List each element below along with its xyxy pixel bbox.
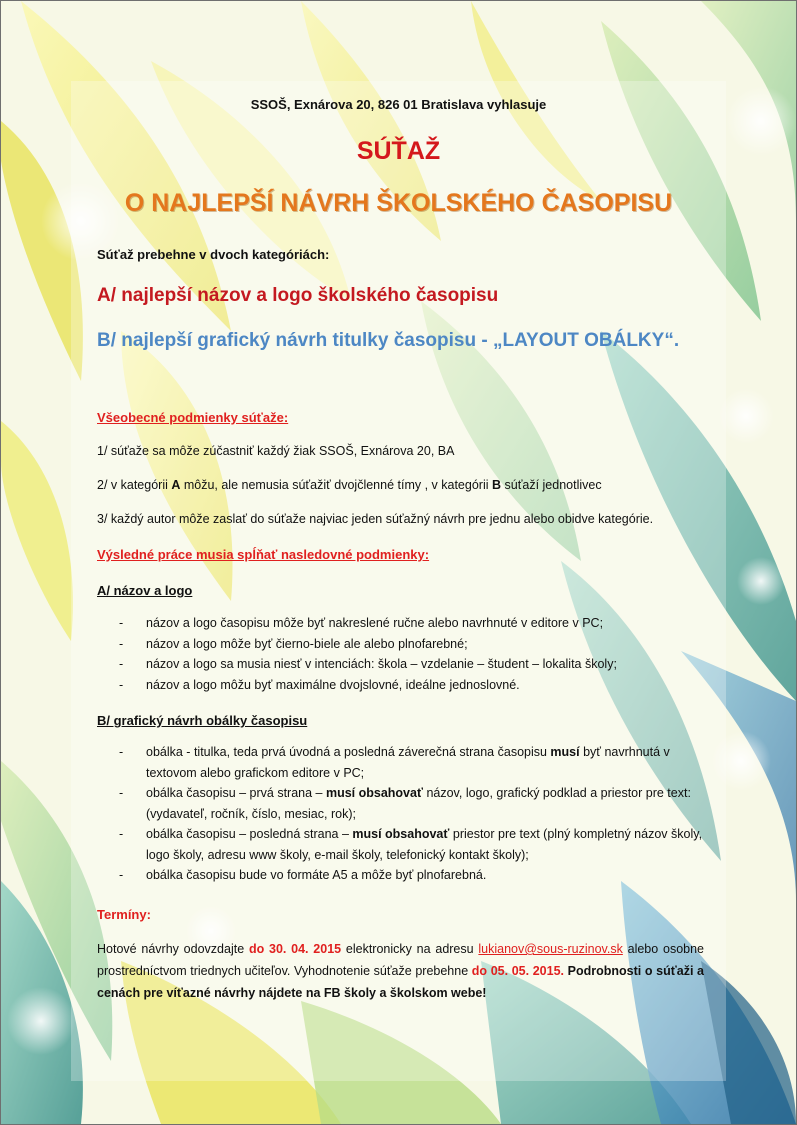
terms-heading: Termíny: (97, 907, 151, 922)
list-item: - obálka - titulka, teda prvá úvodná a posledná záverečná strana časopisu musí byť navrhnutá v textovom alebo grafickom editore v PC; (119, 742, 709, 783)
list-item: - obálka časopisu bude vo formáte A5 a môže byť plnofarebná. (119, 865, 709, 886)
section-a-list (119, 613, 709, 695)
rule-3: 3/ každý autor môže zaslať do súťaže najviac jeden súťažný návrh pre jednu alebo obidve kategórie. (97, 512, 654, 526)
rule-2: 2/ v kategórii A môžu, ale nemusia súťažiť dvojčlenné tímy , v kategórii B súťaží jednotlivec (97, 478, 602, 492)
rule-1: 1/ súťaže sa môže zúčastniť každý žiak SSOŠ, Exnárova 20, BA (97, 444, 455, 458)
evaluation-date: do 05. 05. 2015. (471, 964, 565, 978)
list-item: - názov a logo môžu byť maximálne dvojslovné, ideálne jednoslovné. (119, 675, 709, 696)
section-a-heading: A/ názov a logo (97, 583, 193, 598)
intro-text: Súťaž prebehne v dvoch kategóriách: (97, 247, 330, 262)
list-item: - názov a logo môže byť čierno-biele ale alebo plnofarebné; (119, 634, 709, 655)
list-item: - názov a logo sa musia niesť v intenciách: škola – vzdelanie – študent – lokalita školy; (119, 654, 709, 675)
general-conditions-heading: Všeobecné podmienky súťaže: (97, 410, 289, 425)
details-note: Podrobnosti o súťaži a cenách pre víťazné návrhy nájdete na FB školy a školskom webe! (97, 964, 704, 1000)
category-b: B/ najlepší grafický návrh titulky časopisu - „LAYOUT OBÁLKY“. (97, 330, 680, 351)
deadline-date: do 30. 04. 2015 (248, 942, 342, 956)
contact-email-link[interactable]: lukianov@sous-ruzinov.sk (478, 942, 623, 956)
poster-subtitle: O NAJLEPŠÍ NÁVRH ŠKOLSKÉHO ČASOPISU (124, 189, 673, 217)
list-item: - obálka časopisu – posledná strana – musí obsahovať priestor pre text (plný kompletný názov školy, logo školy, adresu www školy, e-mail školy, telefonický kontakt školy); (119, 824, 709, 865)
category-a: A/ najlepší názov a logo školského časopisu (97, 285, 499, 306)
section-b-heading: B/ grafický návrh obálky časopisu (97, 713, 308, 728)
poster-content (1, 1, 796, 1124)
terms-paragraph: Hotové návrhy odovzdajte do 30. 04. 2015 elektronicky na adresu lukianov@sous-ruzinov.sk alebo osobne prostredníctvom triednych učiteľov. Vyhodnotenie súťaže prebehne do 05. 05. 2015. Podrobnosti o súťaži a cenách pre víťazné návrhy nájdete na FB školy a školskom webe! (97, 942, 704, 1000)
section-b-list (119, 742, 709, 886)
poster-title: SÚŤAŽ (356, 137, 441, 165)
list-item: - obálka časopisu – prvá strana – musí obsahovať názov, logo, grafický podklad a priestor pre text: (vydavateľ, ročník, číslo, mesiac, rok); (119, 783, 709, 824)
organizer-line: SSOŠ, Exnárova 20, 826 01 Bratislava vyhlasuje (250, 97, 547, 112)
requirements-heading: Výsledné práce musia spĺňať nasledovné podmienky: (97, 547, 430, 562)
list-item: - názov a logo časopisu môže byť nakreslené ručne alebo navrhnuté v editore v PC; (119, 613, 709, 634)
